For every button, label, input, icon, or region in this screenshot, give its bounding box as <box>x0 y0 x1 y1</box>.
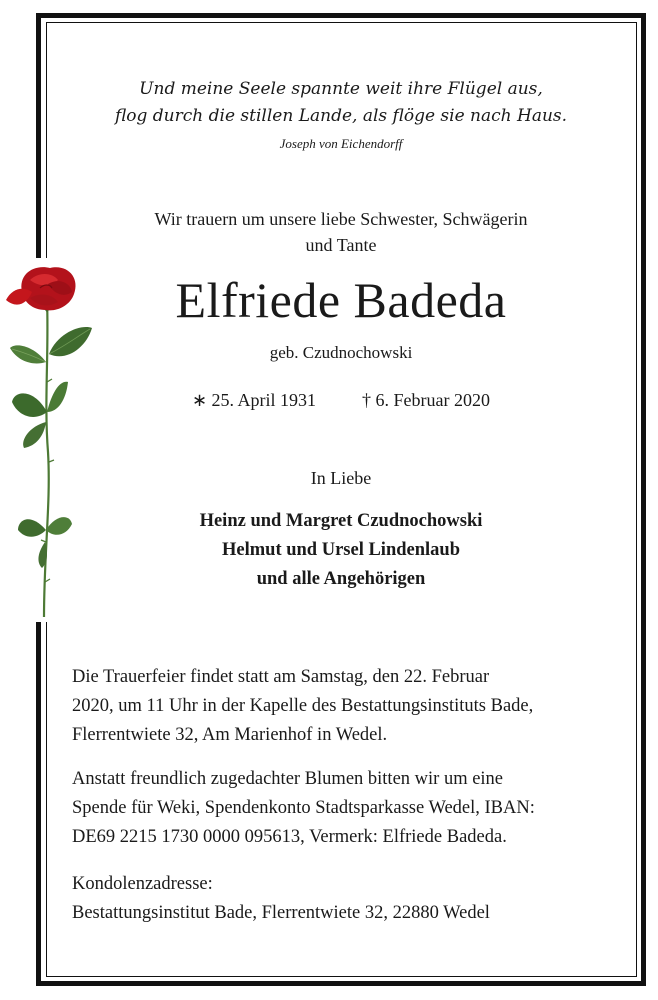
in-love-label: In Liebe <box>310 468 372 488</box>
deceased-name: Elfriede Badeda <box>175 272 507 328</box>
intro-line: und Tante <box>305 235 377 255</box>
condolence-info <box>72 870 632 928</box>
motto-author: Joseph von Eichendorff <box>279 136 403 151</box>
death-date: † 6. Februar 2020 <box>362 390 491 410</box>
donation-line: Spende für Weki, Spendenkonto Stadtsparkasse Wedel, IBAN: <box>72 798 535 818</box>
intro-text <box>56 206 626 258</box>
intro-line: Wir trauern um unsere liebe Schwester, Schwägerin <box>154 209 528 229</box>
birth-name: geb. Czudnochowski <box>269 343 413 362</box>
funeral-info <box>72 663 632 750</box>
mourner-line: Helmut und Ursel Lindenlaub <box>222 540 460 560</box>
motto-quote <box>56 76 626 130</box>
funeral-line: 2020, um 11 Uhr in der Kapelle des Bestattungsinstituts Bade, <box>72 696 534 716</box>
funeral-line: Flerrentwiete 32, Am Marienhof in Wedel. <box>72 725 388 745</box>
funeral-line: Die Trauerfeier findet statt am Samstag, den 22. Februar <box>72 667 490 687</box>
mourner-line: und alle Angehörigen <box>256 569 426 589</box>
mourner-line: Heinz und Margret Czudnochowski <box>199 511 483 531</box>
condolence-address: Bestattungsinstitut Bade, Flerrentwiete 32, 22880 Wedel <box>72 903 490 923</box>
birth-date: ∗ 25. April 1931 <box>191 390 317 410</box>
condolence-label: Kondolenzadresse: <box>72 874 213 894</box>
donation-info <box>72 765 632 852</box>
donation-line: Anstatt freundlich zugedachter Blumen bitten wir um eine <box>72 769 504 789</box>
life-dates <box>56 390 626 411</box>
mourners-list <box>56 507 626 594</box>
motto-line: flog durch die stillen Lande, als flöge sie nach Haus. <box>114 106 568 126</box>
motto-line: Und meine Seele spannte weit ihre Flügel aus, <box>139 79 543 99</box>
donation-line: DE69 2215 1730 0000 095613, Vermerk: Elfriede Badeda. <box>72 827 507 847</box>
